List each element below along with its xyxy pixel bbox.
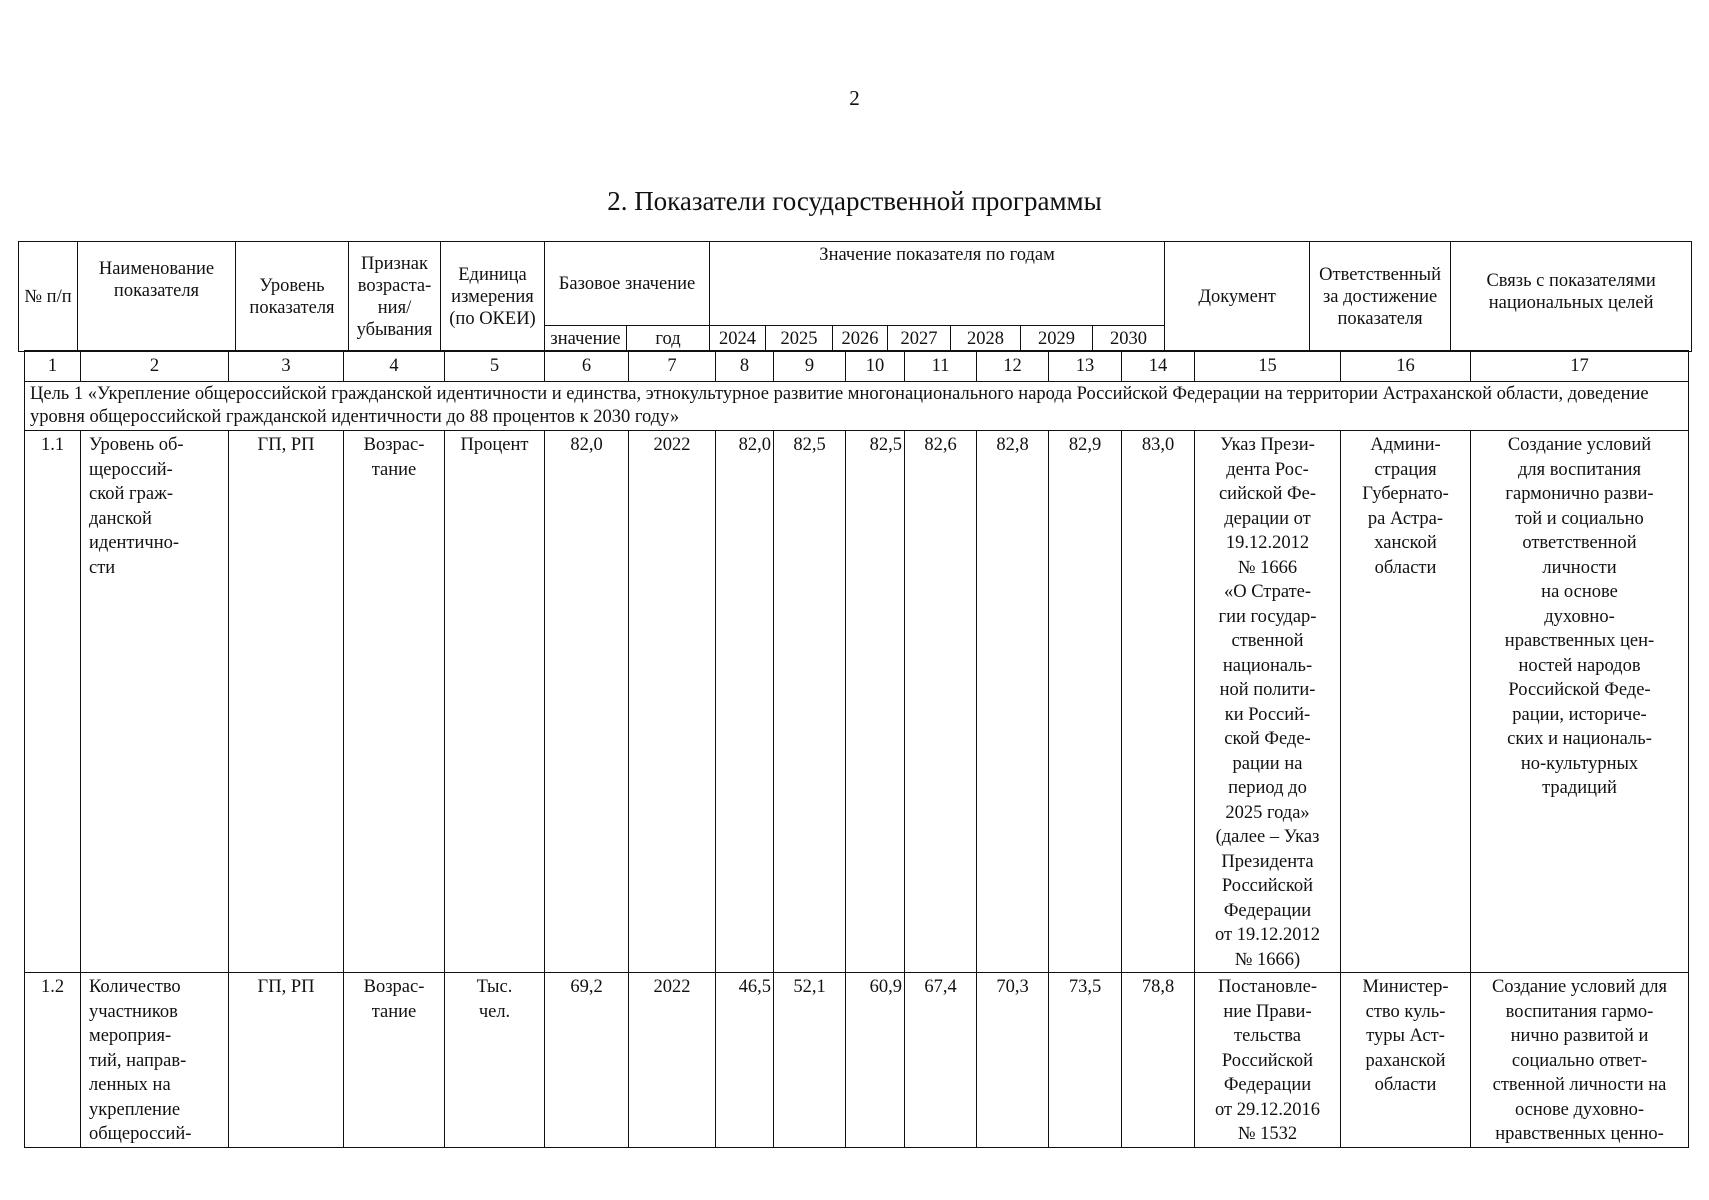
header-table bbox=[18, 241, 1692, 352]
column-number: 17 bbox=[1471, 351, 1689, 382]
header-num: № п/п bbox=[19, 242, 78, 352]
row-indicator-name: Количество участников мероприя- тий, направ- ленных на укрепление общероссий- bbox=[81, 973, 229, 1148]
row-responsible: Админи- страция Губернато- ра Астра- ханской области bbox=[1341, 431, 1471, 973]
column-number: 1 bbox=[25, 351, 81, 382]
column-number: 15 bbox=[1195, 351, 1341, 382]
page-number: 2 bbox=[849, 86, 860, 110]
row-document: Указ Прези- дента Рос- сийской Фе- дерации от 19.12.2012 № 1666 «О Страте- гии государ- ственной националь- ной полити- ки Россий- ской Феде- рации на период до 2025 года» (далее – Указ Президента Российской Федерации от 19.12.2012 № 1666) bbox=[1195, 431, 1341, 973]
header-document: Документ bbox=[1165, 242, 1310, 352]
row-value-2028: 70,3 bbox=[977, 973, 1049, 1148]
header-year: 2025 bbox=[766, 326, 833, 352]
column-number: 3 bbox=[229, 351, 344, 382]
row-value-2025: 82,5 bbox=[774, 431, 846, 973]
header-year: 2028 bbox=[951, 326, 1021, 352]
row-value-2030: 83,0 bbox=[1122, 431, 1195, 973]
row-unit: Тыс. чел. bbox=[445, 973, 545, 1148]
indicators-table bbox=[24, 350, 1689, 1148]
row-base-value: 69,2 bbox=[545, 973, 629, 1148]
header-name: Наименование показателя bbox=[78, 242, 236, 352]
column-number-row bbox=[25, 351, 1689, 382]
column-number: 16 bbox=[1341, 351, 1471, 382]
row-value-2025: 52,1 bbox=[774, 973, 846, 1148]
row-unit: Процент bbox=[445, 431, 545, 973]
header-link: Связь с показателями национальных целей bbox=[1451, 242, 1692, 352]
row-value-2027: 67,4 bbox=[905, 973, 977, 1148]
header-unit: Единица измерения (по ОКЕИ) bbox=[441, 242, 545, 352]
row-national-goal-link: Создание условий для воспитания гармо- нично развитой и социально ответ- ственной личности на основе духовно- нравственных ценно- bbox=[1471, 973, 1689, 1148]
row-value-2029: 73,5 bbox=[1049, 973, 1122, 1148]
column-number: 10 bbox=[846, 351, 905, 382]
header-year: 2024 bbox=[710, 326, 766, 352]
row-base-year: 2022 bbox=[629, 431, 716, 973]
row-num: 1.2 bbox=[25, 973, 81, 1148]
header-year: 2026 bbox=[833, 326, 888, 352]
goal-row bbox=[25, 382, 1689, 431]
table-row bbox=[25, 973, 1689, 1148]
header-trend: Признак возраста-ния/ убывания bbox=[349, 242, 441, 352]
column-number: 9 bbox=[774, 351, 846, 382]
row-level: ГП, РП bbox=[229, 973, 344, 1148]
column-number: 4 bbox=[344, 351, 445, 382]
row-num: 1.1 bbox=[25, 431, 81, 973]
goal-text: Цель 1 «Укрепление общероссийской гражданской идентичности и единства, этнокультурное развитие многонационального народа Российской Федерации на территории Астраханской области, доведение уровня общероссийской гражданской идентичности до 88 процентов к 2030 году» bbox=[25, 382, 1689, 431]
header-values-by-year: Значение показателя по годам bbox=[710, 242, 1165, 326]
row-value-2024: 46,5 bbox=[716, 973, 774, 1148]
column-number: 12 bbox=[977, 351, 1049, 382]
row-trend: Возрас- тание bbox=[344, 431, 445, 973]
header-year: 2030 bbox=[1093, 326, 1165, 352]
header-base-value: значение bbox=[545, 326, 627, 352]
page-title: 2. Показатели государственной программы bbox=[607, 186, 1102, 216]
header-level: Уровень показателя bbox=[236, 242, 349, 352]
row-value-2026: 60,9 bbox=[846, 973, 905, 1148]
row-value-2028: 82,8 bbox=[977, 431, 1049, 973]
column-number: 2 bbox=[81, 351, 229, 382]
table-row bbox=[25, 431, 1689, 973]
column-number: 7 bbox=[629, 351, 716, 382]
row-value-2030: 78,8 bbox=[1122, 973, 1195, 1148]
header-base-year: год bbox=[627, 326, 710, 352]
column-number: 6 bbox=[545, 351, 629, 382]
column-number: 13 bbox=[1049, 351, 1122, 382]
row-base-year: 2022 bbox=[629, 973, 716, 1148]
column-number: 5 bbox=[445, 351, 545, 382]
row-level: ГП, РП bbox=[229, 431, 344, 973]
row-document: Постановле- ние Прави- тельства Российской Федерации от 29.12.2016 № 1532 bbox=[1195, 973, 1341, 1148]
row-value-2027: 82,6 bbox=[905, 431, 977, 973]
header-year: 2027 bbox=[888, 326, 951, 352]
column-number: 8 bbox=[716, 351, 774, 382]
header-responsible: Ответственный за достижение показателя bbox=[1310, 242, 1451, 352]
row-value-2026: 82,5 bbox=[846, 431, 905, 973]
column-number: 14 bbox=[1122, 351, 1195, 382]
row-responsible: Министер- ство куль- туры Аст- раханской области bbox=[1341, 973, 1471, 1148]
column-number: 11 bbox=[905, 351, 977, 382]
row-value-2029: 82,9 bbox=[1049, 431, 1122, 973]
row-national-goal-link: Создание условий для воспитания гармонично разви- той и социально ответственной личности на основе духовно- нравственных цен- ностей народов Российской Феде- рации, историче- ских и националь- но-культурных традиций bbox=[1471, 431, 1689, 973]
row-trend: Возрас- тание bbox=[344, 973, 445, 1148]
header-base: Базовое значение bbox=[545, 242, 710, 326]
row-base-value: 82,0 bbox=[545, 431, 629, 973]
row-indicator-name: Уровень об- щероссий- ской граж- данской идентично- сти bbox=[81, 431, 229, 973]
row-value-2024: 82,0 bbox=[716, 431, 774, 973]
header-year: 2029 bbox=[1021, 326, 1093, 352]
